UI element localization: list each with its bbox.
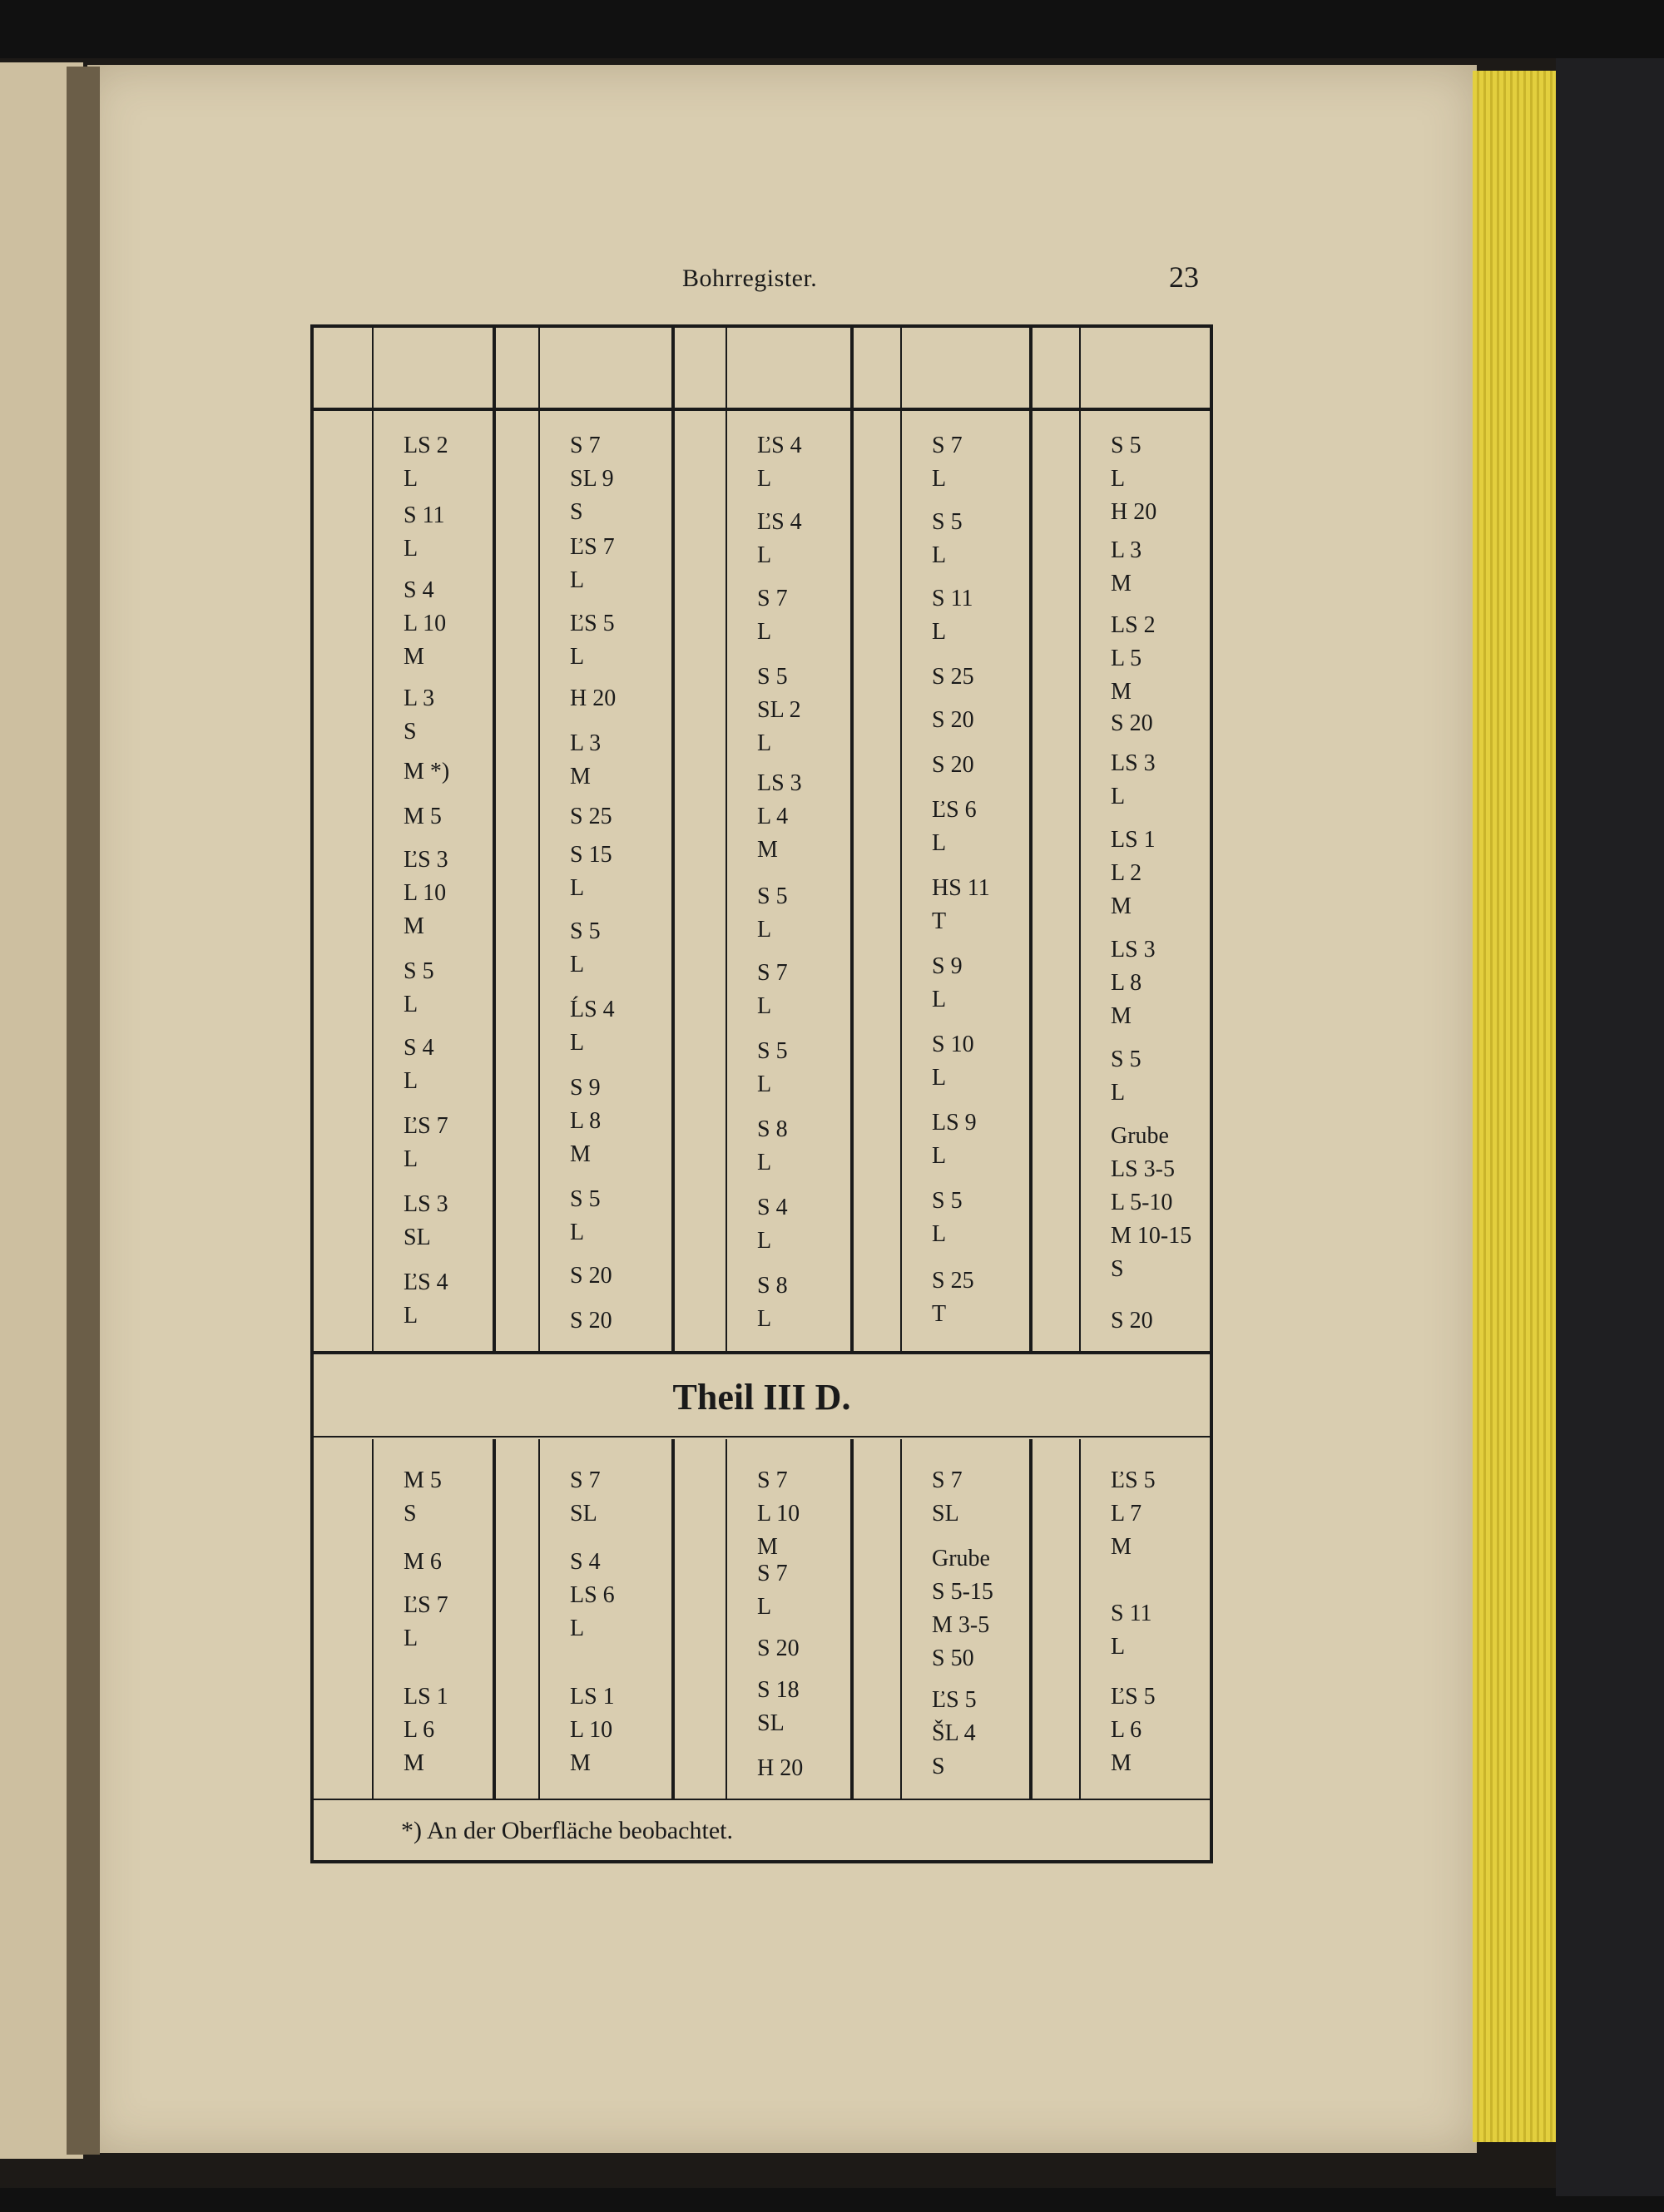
- soil-profile-line: M *): [404, 759, 450, 784]
- soil-profile-line: S 4: [570, 1549, 601, 1575]
- soil-profile-line: S 20: [932, 707, 974, 733]
- soil-profile-line: S 5: [570, 918, 601, 944]
- footnote: *) An der Oberfläche beobachtet.: [401, 1817, 733, 1844]
- soil-profile-line: L 6: [404, 1717, 435, 1743]
- soil-profile-line: S 5: [1111, 1047, 1142, 1072]
- column-rule: [900, 328, 902, 1351]
- section-rule-top: [314, 1351, 1210, 1354]
- soil-profile-line: L 3: [570, 730, 602, 756]
- soil-profile-line: L: [757, 542, 772, 568]
- column-rule: [538, 328, 540, 1351]
- soil-profile-line: S 25: [570, 804, 612, 829]
- footnote-rule: [314, 1799, 1210, 1800]
- soil-profile-line: S 7: [932, 1467, 963, 1493]
- soil-profile-line: L: [757, 1150, 772, 1175]
- page-edges: [1473, 71, 1560, 2142]
- soil-profile-line: ĽS 5: [1111, 1684, 1156, 1710]
- soil-profile-line: M: [757, 837, 778, 863]
- soil-profile-line: S 18: [757, 1677, 800, 1703]
- soil-profile-line: L: [404, 1146, 418, 1172]
- soil-profile-line: S 9: [932, 953, 963, 979]
- soil-profile-line: L 10: [404, 611, 447, 636]
- soil-profile-line: T: [932, 1301, 947, 1327]
- soil-profile-line: LS 3: [404, 1191, 448, 1217]
- soil-profile-line: L 10: [757, 1501, 800, 1527]
- soil-profile-line: L: [757, 1306, 772, 1332]
- soil-profile-line: ĽS 5: [1111, 1467, 1156, 1493]
- soil-profile-line: S: [1111, 1256, 1124, 1282]
- soil-profile-line: S 7: [757, 960, 788, 986]
- soil-profile-line: L: [932, 1221, 947, 1247]
- soil-profile-line: S 20: [570, 1263, 612, 1289]
- soil-profile-line: L 5-10: [1111, 1190, 1173, 1215]
- column-rule: [726, 328, 727, 1351]
- soil-profile-line: L: [1111, 466, 1126, 492]
- soil-profile-line: M: [570, 1141, 591, 1167]
- soil-profile-line: M 5: [404, 1467, 442, 1493]
- soil-profile-line: L: [570, 1616, 585, 1641]
- soil-profile-line: ĽS 7: [404, 1592, 448, 1618]
- soil-profile-line: L 8: [570, 1108, 602, 1134]
- soil-profile-line: M: [1111, 1003, 1132, 1029]
- soil-profile-line: M: [1111, 893, 1132, 919]
- column-rule: [1079, 328, 1081, 1351]
- soil-profile-line: ĽS 5: [570, 611, 615, 636]
- soil-profile-line: ĹS 4: [570, 997, 615, 1022]
- soil-profile-line: M 6: [404, 1549, 442, 1575]
- soil-profile-line: ĽS 7: [404, 1113, 448, 1139]
- soil-profile-line: L: [757, 730, 772, 756]
- section-rule-bottom: [314, 1436, 1210, 1438]
- column-rule-part2: [1029, 1439, 1033, 1799]
- soil-profile-line: S 8: [757, 1116, 788, 1142]
- soil-profile-line: S: [570, 499, 583, 525]
- soil-profile-line: M: [570, 1750, 591, 1776]
- running-header: Bohrregister.: [682, 265, 818, 292]
- soil-profile-line: L: [932, 830, 947, 856]
- soil-profile-line: S 7: [757, 586, 788, 611]
- soil-profile-line: SL 2: [757, 697, 801, 723]
- soil-profile-line: S 5: [757, 883, 788, 909]
- soil-profile-line: M: [1111, 679, 1132, 705]
- soil-profile-line: L: [1111, 784, 1126, 809]
- soil-profile-line: L: [570, 1030, 585, 1056]
- soil-profile-line: S: [932, 1754, 945, 1779]
- soil-profile-line: L 6: [1111, 1717, 1142, 1743]
- soil-profile-line: L 4: [757, 804, 789, 829]
- column-rule-part2: [850, 1439, 854, 1799]
- soil-profile-line: ĽS 7: [570, 534, 615, 560]
- column-rule-part2: [726, 1439, 727, 1799]
- column-rule: [850, 328, 854, 1351]
- soil-profile-line: L 8: [1111, 970, 1142, 996]
- soil-profile-line: L: [757, 1594, 772, 1620]
- soil-profile-line: M: [570, 764, 591, 789]
- soil-profile-line: LS 3: [1111, 937, 1156, 962]
- soil-profile-line: M 3-5: [932, 1612, 990, 1638]
- soil-profile-line: L: [570, 1220, 585, 1245]
- soil-profile-line: M: [1111, 1534, 1132, 1560]
- soil-profile-line: ĽS 4: [404, 1269, 448, 1295]
- header-rule: [314, 408, 1210, 411]
- soil-profile-line: HS 11: [932, 875, 990, 901]
- soil-profile-line: S 5: [404, 958, 434, 984]
- soil-profile-line: M: [757, 1534, 778, 1560]
- soil-profile-line: L: [757, 917, 772, 943]
- soil-profile-line: ĽS 6: [932, 797, 977, 823]
- soil-profile-line: S 5: [757, 1038, 788, 1064]
- soil-profile-line: L: [404, 1626, 418, 1651]
- soil-profile-line: L: [404, 536, 418, 562]
- soil-profile-line: H 20: [757, 1755, 804, 1781]
- soil-profile-line: M: [404, 1750, 424, 1776]
- soil-profile-line: Grube: [932, 1546, 990, 1571]
- soil-profile-line: L 3: [404, 685, 435, 711]
- soil-profile-line: M: [404, 913, 424, 939]
- soil-profile-line: SL 9: [570, 466, 614, 492]
- soil-profile-line: L: [932, 987, 947, 1012]
- soil-profile-line: L: [932, 1065, 947, 1091]
- soil-profile-line: ĽS 4: [757, 433, 802, 458]
- soil-profile-line: LS 2: [404, 433, 448, 458]
- soil-profile-line: S 10: [932, 1032, 974, 1057]
- soil-profile-line: LS 1: [404, 1684, 448, 1710]
- soil-profile-line: S 20: [1111, 1308, 1153, 1334]
- soil-profile-line: L 3: [1111, 537, 1142, 563]
- soil-profile-line: H 20: [1111, 499, 1157, 525]
- soil-profile-line: S 25: [932, 1268, 974, 1294]
- soil-profile-line: L: [932, 1143, 947, 1169]
- soil-profile-line: L: [570, 644, 585, 670]
- soil-profile-line: S: [404, 719, 417, 745]
- column-rule: [1029, 328, 1033, 1351]
- soil-profile-line: L: [757, 1071, 772, 1097]
- soil-profile-line: S 20: [1111, 710, 1153, 736]
- soil-profile-line: S 5-15: [932, 1579, 993, 1605]
- soil-profile-line: S 4: [404, 1035, 434, 1061]
- soil-profile-line: M: [1111, 571, 1132, 596]
- soil-profile-line: L: [932, 619, 947, 645]
- soil-profile-line: S 7: [757, 1467, 788, 1493]
- soil-profile-line: SL: [570, 1501, 597, 1527]
- soil-profile-line: M 10-15: [1111, 1223, 1192, 1249]
- soil-profile-line: ĽS 3: [404, 847, 448, 873]
- soil-profile-line: H 20: [570, 685, 617, 711]
- soil-profile-line: SL: [932, 1501, 959, 1527]
- soil-profile-line: LS 3: [757, 770, 802, 796]
- column-rule: [493, 328, 496, 1351]
- soil-profile-line: S 5: [932, 509, 963, 535]
- soil-profile-line: S 7: [757, 1561, 788, 1586]
- soil-profile-line: L 5: [1111, 646, 1142, 671]
- soil-profile-line: Grube: [1111, 1123, 1169, 1149]
- register-table: [310, 324, 1213, 1863]
- soil-profile-line: L: [404, 1303, 418, 1329]
- soil-profile-line: S 4: [757, 1195, 788, 1220]
- column-rule-part2: [493, 1439, 496, 1799]
- soil-profile-line: M: [404, 644, 424, 670]
- column-rule-part2: [1079, 1439, 1081, 1799]
- soil-profile-line: L: [404, 466, 418, 492]
- soil-profile-line: S 8: [757, 1273, 788, 1299]
- soil-profile-line: S 11: [404, 502, 445, 528]
- soil-profile-line: ŠL 4: [932, 1720, 976, 1746]
- column-rule: [671, 328, 675, 1351]
- soil-profile-line: S 5: [932, 1188, 963, 1214]
- soil-profile-line: S 15: [570, 842, 612, 868]
- soil-profile-line: L 7: [1111, 1501, 1142, 1527]
- soil-profile-line: S 7: [570, 433, 601, 458]
- soil-profile-line: LS 1: [570, 1684, 615, 1710]
- soil-profile-line: LS 9: [932, 1110, 977, 1136]
- book-cover-edge: [1556, 58, 1664, 2196]
- soil-profile-line: L: [404, 992, 418, 1017]
- column-rule-part2: [900, 1439, 902, 1799]
- soil-profile-line: ĽS 5: [932, 1687, 977, 1713]
- soil-profile-line: L: [1111, 1080, 1126, 1106]
- soil-profile-line: S 11: [1111, 1601, 1152, 1626]
- soil-profile-line: L: [757, 619, 772, 645]
- soil-profile-line: S 9: [570, 1075, 601, 1101]
- soil-profile-line: M: [1111, 1750, 1132, 1776]
- column-rule-part2: [538, 1439, 540, 1799]
- soil-profile-line: L: [1111, 1634, 1126, 1660]
- soil-profile-line: S 25: [932, 664, 974, 690]
- soil-profile-line: L: [932, 542, 947, 568]
- soil-profile-line: L: [757, 466, 772, 492]
- soil-profile-line: S 4: [404, 577, 434, 603]
- soil-profile-line: L 10: [570, 1717, 613, 1743]
- gutter: [67, 67, 100, 2155]
- soil-profile-line: L: [570, 875, 585, 901]
- section-title: Theil III D.: [672, 1377, 851, 1418]
- page-number: 23: [1169, 260, 1199, 294]
- soil-profile-line: ĽS 4: [757, 509, 802, 535]
- soil-profile-line: S 20: [757, 1635, 800, 1661]
- soil-profile-line: L: [757, 993, 772, 1019]
- soil-profile-line: L: [757, 1228, 772, 1254]
- soil-profile-line: LS 1: [1111, 827, 1156, 853]
- soil-profile-line: LS 3: [1111, 750, 1156, 776]
- soil-profile-line: L: [570, 952, 585, 977]
- column-rule: [372, 328, 374, 1351]
- soil-profile-line: T: [932, 908, 947, 934]
- soil-profile-line: SL: [757, 1710, 785, 1736]
- soil-profile-line: L: [570, 567, 585, 593]
- soil-profile-line: S 20: [570, 1308, 612, 1334]
- soil-profile-line: SL: [404, 1225, 431, 1250]
- soil-profile-line: S 20: [932, 752, 974, 778]
- column-rule-part2: [372, 1439, 374, 1799]
- soil-profile-line: L 2: [1111, 860, 1142, 886]
- soil-profile-line: LS 3-5: [1111, 1156, 1175, 1182]
- soil-profile-line: S 5: [757, 664, 788, 690]
- soil-profile-line: S 11: [932, 586, 973, 611]
- soil-profile-line: LS 2: [1111, 612, 1156, 638]
- soil-profile-line: S: [404, 1501, 417, 1527]
- soil-profile-line: S 50: [932, 1645, 974, 1671]
- soil-profile-line: L: [932, 466, 947, 492]
- soil-profile-line: S 7: [932, 433, 963, 458]
- soil-profile-line: S 5: [1111, 433, 1142, 458]
- soil-profile-line: S 5: [570, 1186, 601, 1212]
- soil-profile-line: L: [404, 1068, 418, 1094]
- column-rule-part2: [671, 1439, 675, 1799]
- soil-profile-line: S 7: [570, 1467, 601, 1493]
- soil-profile-line: L 10: [404, 880, 447, 906]
- soil-profile-line: M 5: [404, 804, 442, 829]
- soil-profile-line: LS 6: [570, 1582, 615, 1608]
